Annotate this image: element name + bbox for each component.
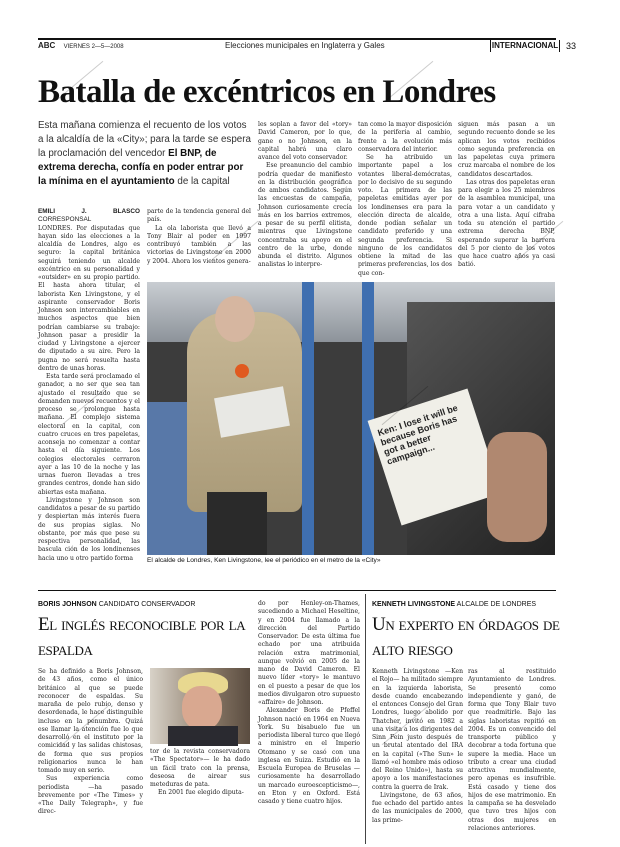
- paragraph: Livingstone, de 63 años, fue echado del partido antes de las municipales de 2000, las prime-: [372, 791, 463, 824]
- article-col-3: [258, 121, 352, 271]
- paragraph: siguen más pasan a un segundo recuento donde se les aplican los votos recibidos como segunda preferencia en las papeletas cuya primera cruz marcaba el nombre de los candidatos descartados.: [458, 121, 555, 178]
- paragraph: les soplan a favor del «tory» David Cameron, por lo que, gane o no Johnson, en la capital habrá una claro avance del voto conservador.: [258, 121, 352, 161]
- lede-text: Esta mañana comienza el recuento de los votos a la alcaldía de la «City»; para la tarde se espera la proclamación del vencedor: [38, 120, 251, 159]
- subway-photo: [147, 282, 555, 555]
- lede-tail: de la capital: [174, 176, 230, 187]
- page-number: 33: [566, 41, 577, 51]
- paragraph: Sus experiencia como periodista —ha pasado brevemente por «The Times» y «The Daily Telegraph», y fue direc-: [38, 775, 143, 816]
- paper-name: ABC: [38, 41, 56, 50]
- paragraph: Alexander Boris de Pfeffel Johnson nació en 1964 en Nueva York. Su bisabuelo fue un periodista liberal turco que llegó a ministro en el Imperio Otomano y se casó con una inglesa en Suiza. Estudió en la Escuela Europea de Bruselas —curiosamente ha desarrollado un marcado euroescepticismo—, en Eton y en Oxford. Está casado y tiene cuatro hijos.: [258, 707, 360, 805]
- byline: EMILI J. BLASCO CORRESPONSAL: [38, 208, 140, 224]
- paragraph: do por Henley-on-Thames, sucediendo a Michael Heseltine, y en 2004 fue llamado a la dirección del Partido Conservador. De esta última fue echado por una atribuida relación extra matrimonial, aunque volvió en 2005 de la mano de David Cameron. El nuevo líder «tory» le mantuvo en el puesto a pesar de que los medios divulgaron otro supuesto «affaire» de Johnson.: [258, 600, 360, 706]
- paragraph: En 2001 fue elegido diputa-: [158, 789, 244, 797]
- boris-kicker: BORIS JOHNSON CANDIDATO CONSERVADOR: [38, 601, 196, 608]
- photo-caption: El alcalde de Londres, Ken Livingstone, lee el periódico en el metro de la «City»: [147, 557, 381, 564]
- boris-col-3: [258, 600, 360, 843]
- boris-col-2: [150, 748, 250, 843]
- paragraph: Ese preanuncio del cambio podría quedar de manifiesto en la distribución geográfica de ambos candidatos. Según las encuestas de campaña, Johnson curiosamente crecía más en los barrios extremos, a pesar de su perfil elitista, mientras que Livingstone concentraba su apoyo en el centro de la urbe, donde abunda el distrito. Algunos analistas lo interpre-: [258, 162, 352, 269]
- lede: [38, 119, 252, 189]
- lede-bold: El BNP, de extrema derecha, confía en poder entrar por la mínima en el ayuntamiento: [38, 148, 244, 187]
- topic: Elecciones municipales en Inglaterra y Gales: [225, 41, 385, 50]
- paragraph: Se ha atribuido un importante papel a los votantes liberal-demócratas, por lo decisivo de su segundo voto. La primera de las papeletas emitidas ayer por los londinenses era para la elección directa de alcalde, donde podían señalar un candidato preferido y una segunda preferencia. Si ninguno de los candidatos obtiene la mitad de las primeras preferencias, los dos que con-: [358, 154, 452, 277]
- article-col-2: [147, 208, 251, 265]
- paragraph: Kenneth Livingstone —Ken el Rojo— ha militado siempre en la izquierda laborista, desde cuando encabezando el entonces Consejo del Gran Londres, luego abolido por Thatcher, invitó en 1982 a una visita a los dirigentes del Sinn Fein justo después de un brutal atentado del IRA en la capital («The Sun» le llamó «el hombre más odioso del Reino Unido»), hasta su apoyo a los manifestaciones contra la guerra de Irak.: [372, 668, 463, 791]
- ken-col-2: [468, 668, 556, 843]
- boris-johnson-photo: [150, 668, 250, 744]
- ken-kicker: KENNETH LIVINGSTONE ALCALDE DE LONDRES: [372, 601, 537, 608]
- masthead: [38, 41, 124, 50]
- paragraph: LONDRES. Por disputadas que hayan sido las elecciones a la alcaldía de Londres, algo es seguro: la capital británica seguirá teniendo un alcalde excéntrico en su personalidad y «outsider» en su propio partido. El hasta ahora titular, el laborista Ken Livingstone, y el aspirante conservador Boris Johnson son intercambiables en muchos aspectos que bien podrían cambiarse su trabajo: Johnson pasar a presidir la ciudad y Livingstone a ejercer de diputado a su aire. Pero la pugna no será resuelta hasta dentro de unas horas.: [38, 224, 140, 372]
- paragraph: tan como la mayor disposición de la periferia al cambio, frente a la evolución más conservadora del interior.: [358, 121, 452, 153]
- section-label: INTERNACIONAL: [491, 41, 559, 50]
- article-col-4: [358, 121, 452, 277]
- paragraph: parte de la tendencia general del país.: [147, 208, 251, 224]
- boris-title: El inglés reconocible por la espalda: [38, 614, 246, 660]
- article-col-5: [458, 121, 555, 271]
- ken-col-1: [372, 668, 463, 843]
- paragraph: Esta tarde será proclamado el ganador, a no ser que sea tan ajustado el resultado que se demanden nuevos recuentos y el proceso se prolongue hasta mañana. El complejo sistema electoral en la capital, con cuatro cruces en tres papeletas, aconseja no comenzar a contar hasta el día siguiente. Los colegios electorales cerraron ayer a las 10 de la noche y las urnas fueron llevadas a tres grandes centros, donde han sido abiertas esta mañana.: [38, 373, 140, 496]
- article-col-1: [38, 208, 140, 570]
- paragraph: Livingstone y Johnson son candidatos a pesar de su partido y despiertan más interés fuera de sus propias siglas. No obstante, por más que pese su respectiva personalidad, las bascula ción de los londinenses hacia uno u otro partido forma: [38, 496, 140, 562]
- paragraph: tor de la revista conservadora «The Spectator»— le ha dado un fácil trato con la prensa, deseosa de airear sus meteduras de pata.: [150, 748, 250, 788]
- section-rule: [38, 590, 556, 591]
- paragraph: Se ha definido a Boris Johnson, de 43 años, como el único británico al que se puede reconocer de espaldas. Su maraña de pelo rubio, denso y desordenada, le hace distinguible incluso en la penumbra. Quizá ese llamar la atención fue lo que desarrolló en el instituto por la comicidad y las salidas chistosas, de forma que sus propios religionarios nunca le han tomado muy en serio.: [38, 668, 143, 774]
- paragraph: ras al restituido Ayuntamiento de Londres. Se presentó como independiente y ganó, de forma que Tony Blair tuvo que readmitirle. Bajo las siglas laboristas repitió en 2004. Es un convencido del transporte público y decobrar a toda fortuna que supere la media. Hace un tributo a crear una ciudad atractiva mundialmente, pero apenas es insufrible. Está casado y tiene dos hijos de ese matrimonio. En la campaña se ha desvelado que tuvo tres hijos con otras dos mujeres en relaciones anteriores.: [468, 668, 556, 832]
- ken-title: Un experto en órdagos de alto riesgo: [372, 614, 560, 660]
- paragraph: La ola laborista que llevó a Tony Blair al poder en 1997 contribuyó también a las victorias de Livingstone en 2000 y 2004. Ahora los vientos genera-: [147, 224, 251, 265]
- headline: Batalla de excéntricos en Londres: [38, 74, 496, 110]
- newspaper-prop: Ken: I lose it will be because Boris has got a better campaign...: [368, 388, 502, 525]
- paragraph: Las otras dos papeletas eran para elegir a los 25 miembros de la asamblea municipal, una para votar a un candidato y otra a una lista. Aquí cifraba toda su atención el partido extrema derecha BNP, esperando superar la barrera del 5 por ciento de los votos que hace cuatro años ya casi batió.: [458, 178, 555, 269]
- boris-col-1: [38, 668, 143, 843]
- header-rule: [38, 38, 556, 40]
- date: VIERNES 2—5—2008: [63, 44, 124, 50]
- column-divider: [365, 594, 366, 844]
